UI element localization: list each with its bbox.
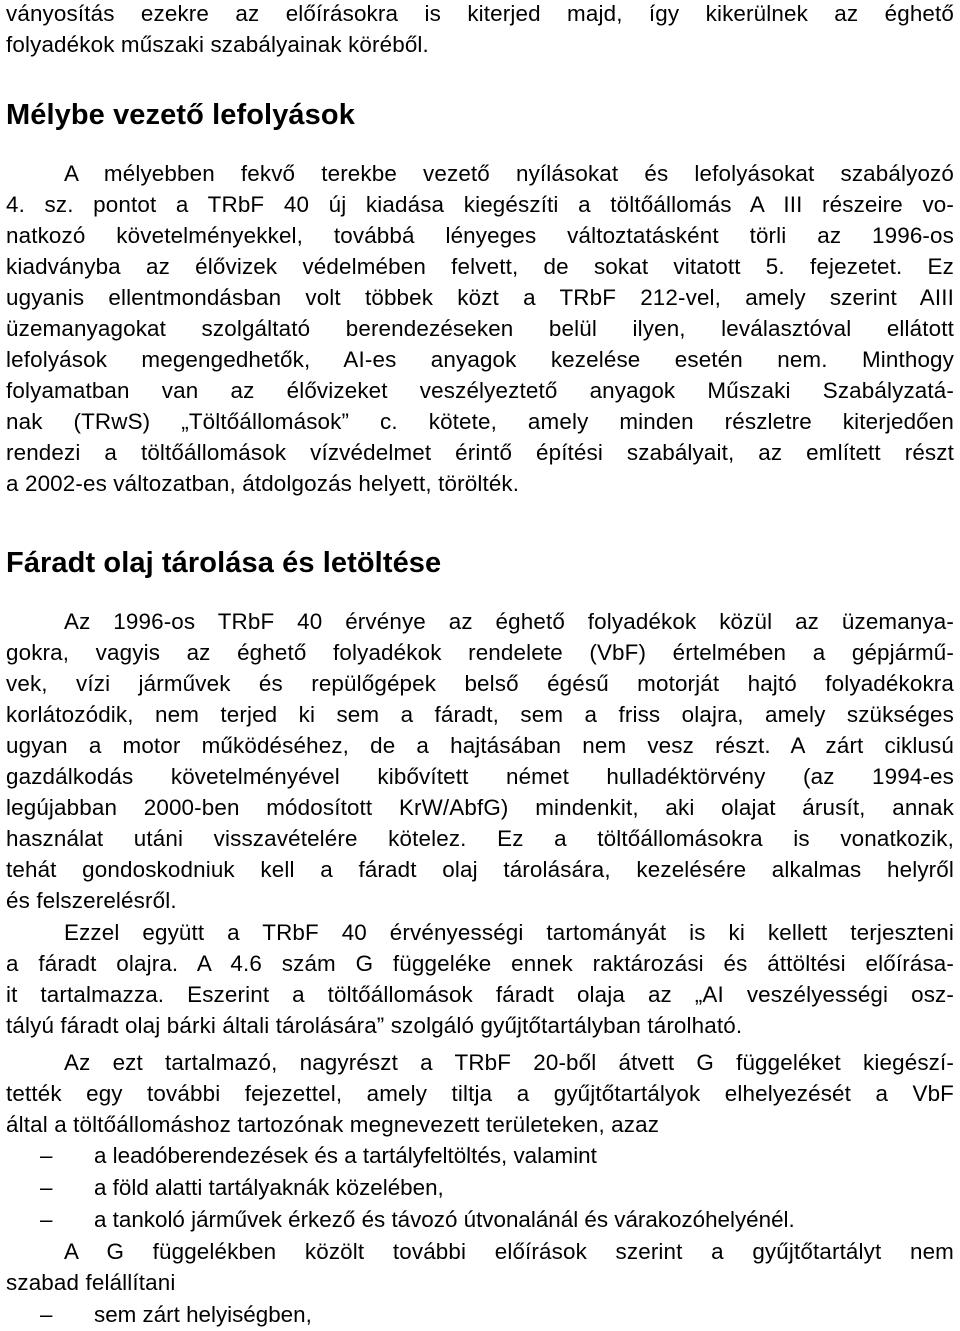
paragraph-line: által a töltőállomáshoz tartozónak megnevezett területeken, azaz <box>6 1112 660 1137</box>
paragraph-line: Az ezt tartalmazó, nagyrészt a TRbF 20-ből átvett G függeléket kiegészí- <box>64 1050 954 1075</box>
paragraph-line: natkozó követelményekkel, továbbá lényeges változtatásként törli az 1996-os <box>6 223 954 248</box>
paragraph-line: gazdálkodás követelményével kibővített német hulladéktörvény (az 1994-es <box>6 764 954 789</box>
paragraph-line: folyamatban van az élővizeket veszélyeztető anyagok Műszaki Szabályzatá- <box>6 378 954 403</box>
paragraph-line: gokra, vagyis az éghető folyadékok rendelete (VbF) értelmében a gépjármű- <box>6 640 954 665</box>
paragraph-line: it tartalmazza. Eszerint a töltőállomások fáradt olaja az „AI veszélyességi osz- <box>6 982 954 1007</box>
paragraph-line: A G függelékben közölt további előírások szerint a gyűjtőtartályt nem <box>64 1239 954 1264</box>
list-item: a tankoló járművek érkező és távozó útvonalánál és várakozóhelyénél. <box>94 1207 795 1232</box>
paragraph-line: szabad felállítani <box>6 1270 176 1295</box>
paragraph-line: Ezzel együtt a TRbF 40 érvényességi tartományát is ki kellett terjeszteni <box>64 920 954 945</box>
paragraph-line: a fáradt olajra. A 4.6 szám G függeléke ennek raktározási és áttöltési előírása- <box>6 951 954 976</box>
dash-bullet-icon: – <box>40 1302 53 1327</box>
paragraph-line: és felszerelésről. <box>6 888 177 913</box>
paragraph-line: a 2002-es változatban, átdolgozás helyett, törölték. <box>6 471 520 496</box>
paragraph-line: 4. sz. pontot a TRbF 40 új kiadása kiegészíti a töltőállomás A III részeire vo- <box>6 192 954 217</box>
list-item: a leadóberendezések és a tartályfeltöltés, valamint <box>94 1143 597 1168</box>
list-item: sem zárt helyiségben, <box>94 1302 312 1327</box>
paragraph-line: rendezi a töltőállomások vízvédelmet érintő építési szabályait, az említett részt <box>6 440 954 465</box>
paragraph-line: Az 1996-os TRbF 40 érvénye az éghető folyadékok közül az üzemanya- <box>64 609 954 634</box>
paragraph-line: kiadványba az élővizek védelmében felvett, de sokat vitatott 5. fejezetet. Ez <box>6 254 954 279</box>
paragraph-line: tehát gondoskodniuk kell a fáradt olaj tárolására, kezelésére alkalmas helyről <box>6 857 954 882</box>
paragraph-line: tályú fáradt olaj bárki általi tárolására” szolgáló gyűjtőtartályban tárolható. <box>6 1013 743 1038</box>
list-item: a föld alatti tartályaknák közelében, <box>94 1175 444 1200</box>
paragraph-line: lefolyások megengedhetők, AI-es anyagok kezelése esetén nem. Minthogy <box>6 347 954 372</box>
paragraph-line: ványosítás ezekre az előírásokra is kiterjed majd, így kikerülnek az éghető <box>6 1 954 26</box>
paragraph-line: ugyanis ellentmondásban volt többek közt a TRbF 212-vel, amely szerint AIII <box>6 285 954 310</box>
dash-bullet-icon: – <box>40 1143 53 1168</box>
paragraph-line: legújabban 2000-ben módosított KrW/AbfG) mindenkit, aki olajat árusít, annak <box>6 795 954 820</box>
section-heading: Mélybe vezető lefolyások <box>6 99 355 131</box>
paragraph-line: használat utáni visszavételére kötelez. Ez a töltőállomásokra is vonatkozik, <box>6 826 954 851</box>
paragraph-line: ugyan a motor működéséhez, de a hajtásában nem vesz részt. A zárt ciklusú <box>6 733 954 758</box>
paragraph-line: vek, vízi járművek és repülőgépek belső égésű motorját hajtó folyadékokra <box>6 671 954 696</box>
paragraph-line: nak (TRwS) „Töltőállomások” c. kötete, amely minden részletre kiterjedően <box>6 409 954 434</box>
paragraph-line: üzemanyagokat szolgáltató berendezéseken belül ilyen, leválasztóval ellátott <box>6 316 954 341</box>
dash-bullet-icon: – <box>40 1175 53 1200</box>
paragraph-line: tették egy további fejezettel, amely tiltja a gyűjtőtartályok elhelyezését a VbF <box>6 1081 954 1106</box>
section-heading: Fáradt olaj tárolása és letöltése <box>6 547 442 579</box>
paragraph-line: korlátozódik, nem terjed ki sem a fáradt, sem a friss olajra, amely szükséges <box>6 702 954 727</box>
paragraph-line: folyadékok műszaki szabályainak köréből. <box>6 32 429 57</box>
dash-bullet-icon: – <box>40 1207 53 1232</box>
paragraph-line: A mélyebben fekvő terekbe vezető nyílásokat és lefolyásokat szabályozó <box>64 161 954 186</box>
